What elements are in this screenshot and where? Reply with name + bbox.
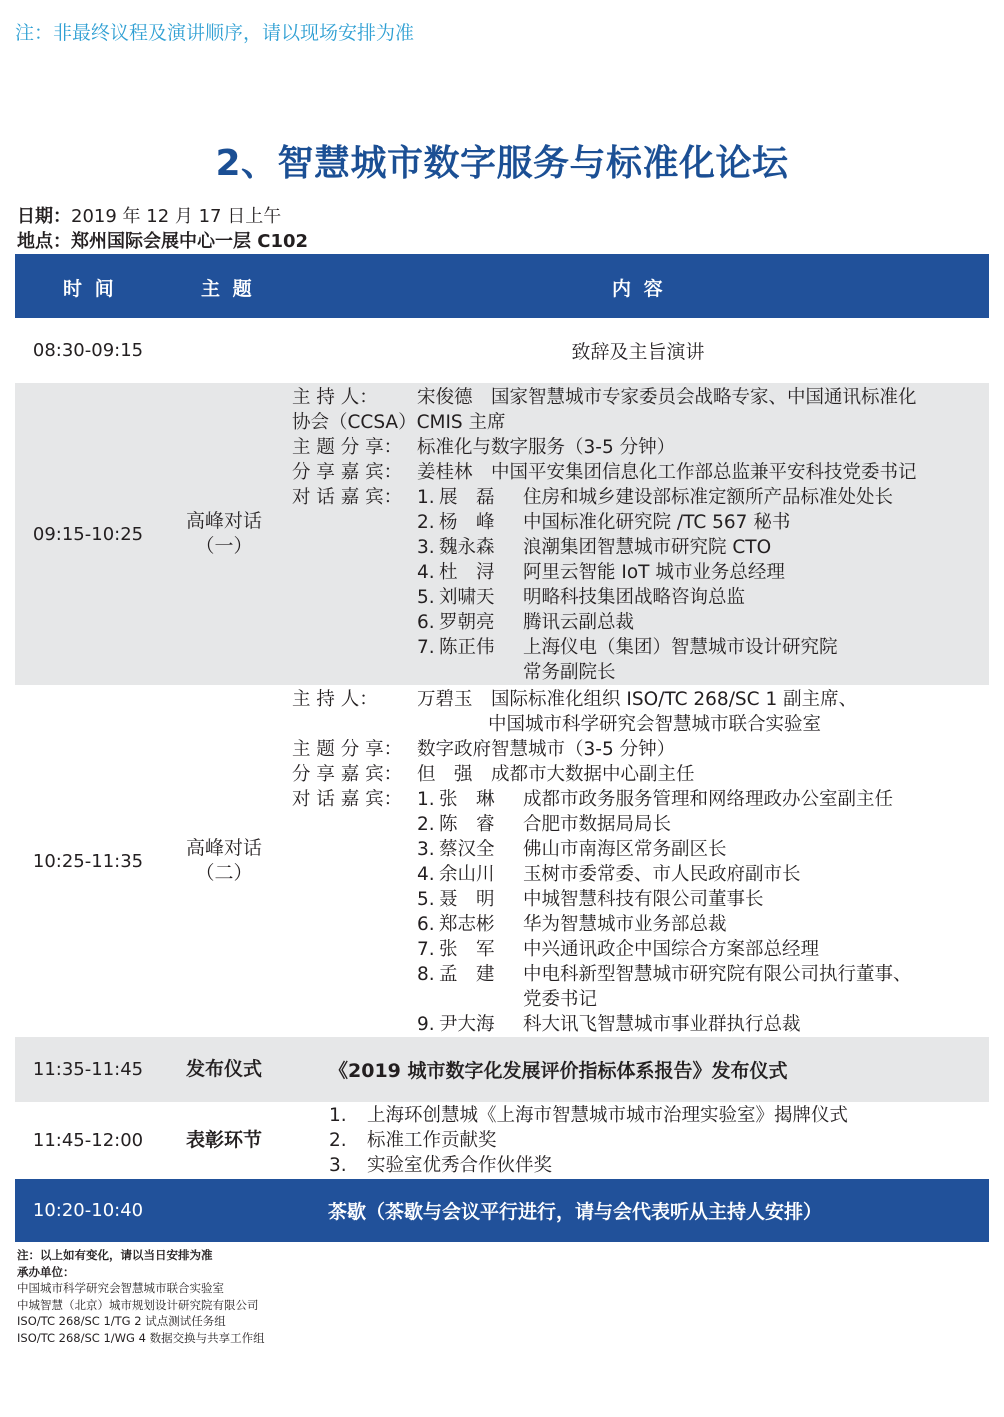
topic-line: 表彰环节 xyxy=(185,1129,262,1151)
footer-note: 注：以上如有变化，请以当日安排为准 xyxy=(17,1248,213,1262)
table-header xyxy=(15,254,989,318)
share-line xyxy=(292,737,973,762)
item-text: 实验室优秀合作伙伴奖 xyxy=(367,1155,553,1176)
panel-name: 蔡汉全 xyxy=(439,839,495,860)
host-label: 主 持 人： xyxy=(292,689,378,710)
topic-line: （二） xyxy=(195,862,253,884)
organizer-item: 中城智慧（北京）城市规划设计研究院有限公司 xyxy=(17,1297,259,1312)
panel-title: 浪潮集团智慧城市研究院 CTO xyxy=(523,537,772,558)
guest-label: 分 享 嘉 宾： xyxy=(292,462,403,483)
panel-line xyxy=(292,535,973,560)
panel-name: 罗朝亮 xyxy=(439,612,495,633)
organizer-item: ISO/TC 268/SC 1/TG 2 试点测试任务组 xyxy=(17,1314,226,1328)
meta-date xyxy=(17,202,281,228)
date-value: 2019 年 12 月 17 日上午 xyxy=(71,206,282,227)
row-time: 11:45-12:00 xyxy=(32,1130,144,1151)
panel-name: 尹大海 xyxy=(439,1014,495,1035)
host-text: 万碧玉 国际标准化组织 ISO/TC 268/SC 1 副主席、 xyxy=(417,689,858,710)
panel-line xyxy=(292,485,973,510)
guest-label: 分 享 嘉 宾： xyxy=(292,764,403,785)
panel-title: 上海仪电（集团）智慧城市设计研究院 xyxy=(523,637,838,658)
panel-name: 展 磊 xyxy=(439,487,495,508)
panel-title: 成都市政务服务管理和网络理政办公室副主任 xyxy=(523,789,894,810)
panel-name: 魏永森 xyxy=(439,537,495,558)
date-label: 日期： xyxy=(17,206,71,227)
row-content xyxy=(329,1103,973,1178)
topic-line: 发布仪式 xyxy=(185,1058,262,1080)
host-text: 宋俊德 国家智慧城市专家委员会战略专家、中国通讯标准化 xyxy=(417,387,917,408)
panel-line xyxy=(292,560,973,585)
share-label: 主 题 分 享： xyxy=(292,739,403,760)
list-item xyxy=(329,1128,973,1153)
header-topic: 主 题 xyxy=(201,278,255,300)
row-content: 致辞及主旨演讲 xyxy=(571,341,705,363)
page-title: 2、智慧城市数字服务与标准化论坛 xyxy=(215,143,789,184)
row-topic xyxy=(161,685,287,1037)
row-time: 10:20-10:40 xyxy=(32,1200,144,1221)
share-text: 数字政府智慧城市（3-5 分钟） xyxy=(417,739,676,760)
guest-text: 姜桂林 中国平安集团信息化工作部总监兼平安科技党委书记 xyxy=(417,462,917,483)
panel-line xyxy=(292,812,973,837)
footer xyxy=(17,1247,265,1346)
host-cont: 中国城市科学研究会智慧城市联合实验室 xyxy=(488,714,822,735)
item-text: 标准工作贡献奖 xyxy=(367,1130,497,1151)
row-content: 《2019 城市数字化发展评价指标体系报告》发布仪式 xyxy=(329,1060,788,1082)
guest-text: 但 强 成都市大数据中心副主任 xyxy=(417,764,695,785)
panel-line xyxy=(292,962,973,987)
guest-line xyxy=(292,762,973,787)
panel-line xyxy=(292,937,973,962)
panel-line xyxy=(292,862,973,887)
organizer-item: ISO/TC 268/SC 1/WG 4 数据交换与共享工作组 xyxy=(17,1330,265,1345)
topic-line: （一） xyxy=(195,535,253,557)
organizer-label: 承办单位： xyxy=(17,1264,75,1279)
panel-title: 合肥市数据局局长 xyxy=(523,814,672,835)
panel-line xyxy=(292,887,973,912)
list-item xyxy=(329,1103,973,1128)
host-line xyxy=(292,687,973,712)
panel-title: 佛山市南海区常务副区长 xyxy=(523,839,727,860)
panel-cont: 党委书记 xyxy=(523,989,598,1010)
panel-title: 科大讯飞智慧城市事业群执行总裁 xyxy=(523,1014,801,1035)
panel-num: 9. xyxy=(417,1014,435,1035)
panel-num: 1. xyxy=(417,789,435,810)
panel-title: 中城智慧科技有限公司董事长 xyxy=(523,889,764,910)
panel-line xyxy=(292,912,973,937)
share-text: 标准化与数字服务（3-5 分钟） xyxy=(417,437,676,458)
panel-name: 陈 睿 xyxy=(439,814,495,835)
table-row xyxy=(15,685,989,1037)
item-text: 上海环创慧城《上海市智慧城市城市治理实验室》揭牌仪式 xyxy=(367,1105,849,1126)
panel-title: 明略科技集团战略咨询总监 xyxy=(523,587,746,608)
row-topic xyxy=(161,1037,287,1102)
panel-name: 郑志彬 xyxy=(439,914,495,935)
table-row xyxy=(15,1179,989,1242)
place-value: 郑州国际会展中心一层 C102 xyxy=(71,231,309,252)
panel-num: 3. xyxy=(417,839,435,860)
row-time: 08:30-09:15 xyxy=(32,340,144,361)
panel-num: 4. xyxy=(417,562,435,583)
row-topic xyxy=(161,1102,287,1179)
host-cont: 协会（CCSA）CMIS 主席 xyxy=(292,412,506,433)
panel-title: 中国标准化研究院 /TC 567 秘书 xyxy=(523,512,791,533)
panel-num: 3. xyxy=(417,537,435,558)
table-row xyxy=(15,318,989,383)
panel-title: 中电科新型智慧城市研究院有限公司执行董事、 xyxy=(523,964,912,985)
panel-name: 张 军 xyxy=(439,939,495,960)
share-label: 主 题 分 享： xyxy=(292,437,403,458)
table-row xyxy=(15,1102,989,1179)
panel-num: 6. xyxy=(417,612,435,633)
panel-num: 7. xyxy=(417,637,435,658)
agenda-table xyxy=(15,254,989,1242)
meta-place xyxy=(17,227,308,253)
panel-num: 7. xyxy=(417,939,435,960)
row-content xyxy=(292,687,973,1037)
topic-line: 高峰对话 xyxy=(185,510,262,532)
header-content: 内 容 xyxy=(612,278,666,300)
row-topic xyxy=(161,383,287,685)
panel-name: 孟 建 xyxy=(439,964,495,985)
host-line xyxy=(292,385,973,410)
panel-title: 玉树市委常委、市人民政府副市长 xyxy=(523,864,801,885)
guest-line xyxy=(292,460,973,485)
row-time: 10:25-11:35 xyxy=(32,850,144,872)
panel-line xyxy=(292,510,973,535)
panel-num: 1. xyxy=(417,487,435,508)
panel-name: 聂 明 xyxy=(439,889,495,910)
panel-title: 中兴通讯政企中国综合方案部总经理 xyxy=(523,939,820,960)
panel-num: 6. xyxy=(417,914,435,935)
panel-num: 2. xyxy=(417,814,435,835)
panel-name: 刘啸天 xyxy=(439,587,495,608)
panel-cont: 常务副院长 xyxy=(523,662,616,683)
panel-num: 5. xyxy=(417,889,435,910)
item-num: 1. xyxy=(329,1105,347,1126)
item-num: 2. xyxy=(329,1130,347,1151)
panel-title: 住房和城乡建设部标准定额所产品标准处处长 xyxy=(523,487,894,508)
row-content: 茶歇（茶歇与会议平行进行，请与会代表听从主持人安排） xyxy=(327,1201,822,1223)
panel-line xyxy=(292,1012,973,1037)
table-row xyxy=(15,1037,989,1102)
organizer-item: 中国城市科学研究会智慧城市联合实验室 xyxy=(17,1281,224,1295)
place-label: 地点： xyxy=(17,231,71,252)
panel-num: 8. xyxy=(417,964,435,985)
panel-name: 张 琳 xyxy=(439,789,495,810)
panel-line xyxy=(292,837,973,862)
table-row xyxy=(15,383,989,685)
panel-name: 杜 浔 xyxy=(439,562,495,583)
row-content xyxy=(292,385,973,685)
list-item xyxy=(329,1153,973,1178)
panel-label: 对 话 嘉 宾： xyxy=(292,789,403,810)
top-note: 注：非最终议程及演讲顺序，请以现场安排为准 xyxy=(15,22,415,44)
host-label: 主 持 人： xyxy=(292,387,378,408)
panel-title: 腾讯云副总裁 xyxy=(523,612,635,633)
panel-num: 5. xyxy=(417,587,435,608)
share-line xyxy=(292,435,973,460)
panel-name: 余山川 xyxy=(439,864,495,885)
panel-title: 阿里云智能 IoT 城市业务总经理 xyxy=(523,562,785,583)
panel-line xyxy=(292,635,973,660)
panel-line xyxy=(292,610,973,635)
panel-line xyxy=(292,585,973,610)
item-num: 3. xyxy=(329,1155,347,1176)
row-time: 11:35-11:45 xyxy=(32,1059,144,1080)
panel-title: 华为智慧城市业务部总裁 xyxy=(523,914,727,935)
panel-num: 2. xyxy=(417,512,435,533)
panel-num: 4. xyxy=(417,864,435,885)
panel-line xyxy=(292,787,973,812)
header-time: 时 间 xyxy=(63,278,117,300)
panel-name: 杨 峰 xyxy=(439,512,495,533)
topic-line: 高峰对话 xyxy=(185,837,262,859)
row-time: 09:15-10:25 xyxy=(32,523,144,545)
panel-label: 对 话 嘉 宾： xyxy=(292,487,403,508)
panel-name: 陈正伟 xyxy=(439,637,495,658)
